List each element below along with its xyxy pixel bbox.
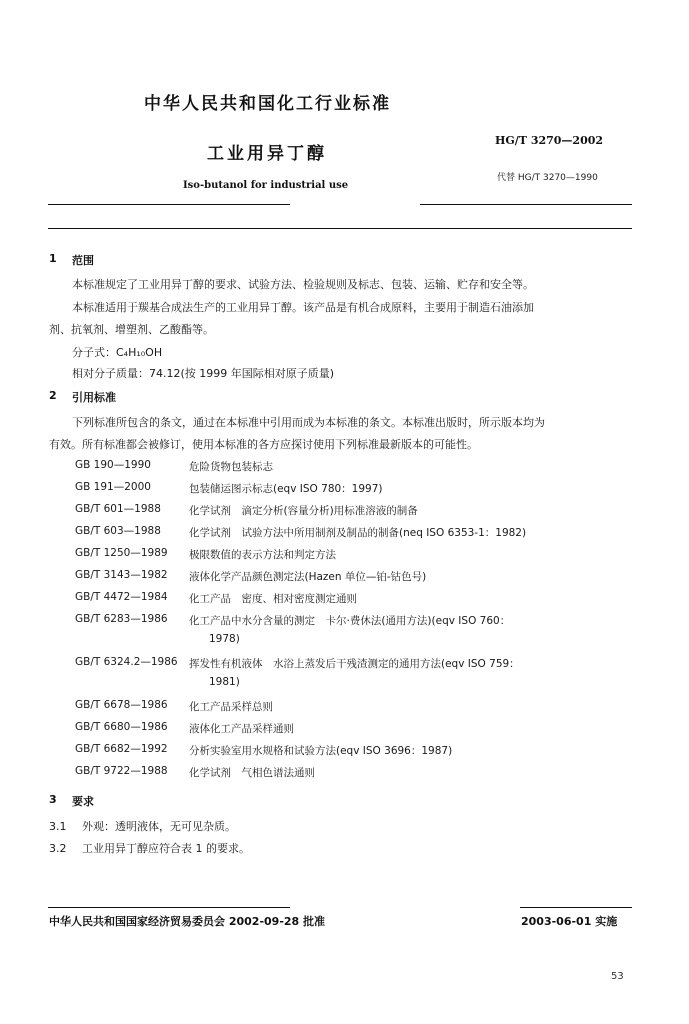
reference-code: GB/T 601—1988: [75, 503, 161, 515]
page-number: 53: [611, 971, 624, 982]
reference-title-continued: 1978): [209, 633, 240, 645]
reference-title: 化工产品中水分含量的测定 卡尔·费休法(通用方法)(eqv ISO 760：: [189, 615, 511, 627]
reference-title: 化工产品 密度、相对密度测定通则: [189, 593, 357, 605]
standard-number: HG/T 3270—2002: [495, 134, 604, 147]
reference-code: GB/T 4472—1984: [75, 591, 168, 603]
reference-code: GB/T 1250—1989: [75, 547, 168, 559]
reference-title: 液体化学产品颜色测定法(Hazen 单位—铂-钴色号): [189, 571, 427, 583]
reference-title: 危险货物包装标志: [189, 461, 273, 473]
reference-title: 分析实验室用水规格和试验方法(eqv ISO 3696：1987): [189, 745, 453, 757]
reference-code: GB/T 6682—1992: [75, 743, 168, 755]
section-3-number: 3: [49, 793, 57, 806]
requirement-3-1-text: 外观：透明液体，无可见杂质。: [82, 820, 236, 833]
header-rule-left: [48, 204, 290, 205]
reference-title: 包装储运图示标志(eqv ISO 780：1997): [189, 483, 383, 495]
section-3-heading: 要求: [72, 795, 94, 808]
replaces-standard: 代替 HG/T 3270—1990: [497, 173, 598, 183]
footer-rule-left: [48, 907, 290, 908]
reference-title: 化工产品采样总则: [189, 701, 273, 713]
reference-title: 极限数值的表示方法和判定方法: [189, 549, 336, 561]
standard-name-en: Iso-butanol for industrial use: [183, 180, 349, 191]
scope-paragraph-2-line-2: 剂、抗氧剂、增塑剂、乙酸酯等。: [49, 323, 214, 336]
reference-code: GB 191—2000: [75, 481, 151, 493]
scope-paragraph-2-line-1: 本标准适用于羰基合成法生产的工业用异丁醇。该产品是有机合成原料，主要用于制造石油添加: [72, 301, 534, 314]
reference-code: GB/T 6324.2—1986: [75, 656, 178, 668]
section-1-heading: 范围: [72, 254, 94, 267]
reference-code: GB/T 9722—1988: [75, 765, 168, 777]
reference-title: 化学试剂 滴定分析(容量分析)用标准溶液的制备: [189, 505, 418, 517]
reference-title: 挥发性有机液体 水浴上蒸发后干残渣测定的通用方法(eqv ISO 759：: [189, 658, 520, 670]
reference-code: GB 190—1990: [75, 459, 151, 471]
section-2-number: 2: [49, 389, 57, 402]
section-2-heading: 引用标准: [72, 391, 116, 404]
scope-paragraph-1: 本标准规定了工业用异丁醇的要求、试验方法、检验规则及标志、包装、运输、贮存和安全等。: [72, 278, 534, 291]
implementation-date: 2003-06-01 实施: [521, 915, 618, 928]
refs-intro-line-1: 下列标准所包含的条文，通过在本标准中引用而成为本标准的条文。本标准出版时，所示版本均为: [72, 416, 545, 429]
requirement-3-1-number: 3.1: [49, 820, 67, 833]
standard-name-cn: 工业用异丁醇: [207, 144, 327, 164]
reference-code: GB/T 603—1988: [75, 525, 161, 537]
header-rule-full: [48, 228, 632, 229]
reference-code: GB/T 6680—1986: [75, 721, 168, 733]
molecular-formula: 分子式：C₄H₁₀OH: [72, 346, 163, 359]
reference-title-continued: 1981): [209, 676, 240, 688]
reference-code: GB/T 6678—1986: [75, 699, 168, 711]
approval-note: 中华人民共和国国家经济贸易委员会 2002-09-28 批准: [49, 915, 326, 928]
header-rule-right: [420, 204, 632, 205]
requirement-3-2-number: 3.2: [49, 842, 67, 855]
requirement-3-2-text: 工业用异丁醇应符合表 1 的要求。: [82, 842, 250, 855]
reference-title: 液体化工产品采样通则: [189, 723, 294, 735]
national-standard-title: 中华人民共和国化工行业标准: [144, 94, 391, 114]
reference-code: GB/T 6283—1986: [75, 613, 168, 625]
reference-title: 化学试剂 试验方法中所用制剂及制品的制备(neq ISO 6353-1：1982): [189, 527, 527, 539]
footer-rule-right: [520, 907, 632, 908]
molecular-mass: 相对分子质量：74.12(按 1999 年国际相对原子质量): [72, 367, 335, 380]
section-1-number: 1: [49, 252, 57, 265]
reference-code: GB/T 3143—1982: [75, 569, 168, 581]
refs-intro-line-2: 有效。所有标准都会被修订，使用本标准的各方应探讨使用下列标准最新版本的可能性。: [49, 438, 478, 451]
reference-title: 化学试剂 气相色谱法通则: [189, 767, 315, 779]
